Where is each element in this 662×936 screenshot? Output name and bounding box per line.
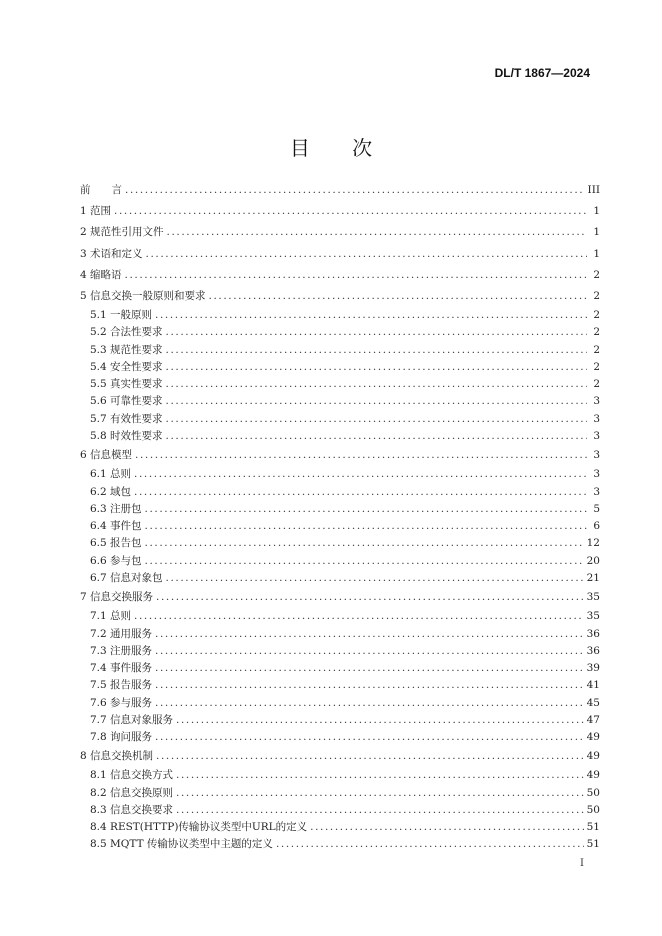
toc-entry-label: 5.4 安全性要求 [90,360,163,373]
toc-entry-page: 2 [593,309,600,322]
toc-entry-label: 6 信息模型 [80,449,133,462]
dot-leader [166,570,584,587]
toc-entry-label: 8.2 信息交换原则 [90,786,174,799]
toc-entry-label: 1 范围 [80,205,112,218]
dot-leader [166,342,587,359]
toc-entry-page: 3 [593,395,600,408]
dot-leader [155,626,584,643]
toc-entry-label: 5.2 合法性要求 [90,326,163,339]
dot-leader [134,484,587,501]
dot-leader [209,286,587,307]
toc-entry-label: 7.6 参与服务 [90,696,153,709]
toc-entry-label: 5.3 规范性要求 [90,343,163,356]
dot-leader [134,608,584,625]
toc-entry-page: 45 [586,696,600,709]
dot-leader [155,677,584,694]
toc-entry[interactable] [80,626,600,643]
dot-leader [166,428,587,445]
toc-entry[interactable] [80,802,600,819]
dot-leader [176,785,584,802]
toc-entry[interactable] [80,608,600,625]
toc-entry-page: 12 [586,537,600,550]
toc-entry-label: 8 信息交换机制 [80,750,154,763]
toc-entry[interactable] [80,712,600,729]
toc-entry[interactable] [80,729,600,746]
toc-entry[interactable] [80,553,600,570]
toc-entry-label: 5.8 时效性要求 [90,429,163,442]
toc-entry-label: 4 缩略语 [80,268,122,281]
dot-leader [155,643,584,660]
toc-entry-page: 2 [593,343,600,356]
toc-entry-page: 3 [593,412,600,425]
dot-leader [146,244,587,265]
toc-entry[interactable] [80,466,600,483]
dot-leader [166,393,587,410]
toc-entry-label: 6.5 报告包 [90,537,142,550]
toc-entry-page: 49 [586,731,600,743]
toc-entry-label: 5.1 一般原则 [90,309,153,322]
toc-entry-label: 8.1 信息交换方式 [90,769,174,782]
toc-entry-label: 7.2 通用服务 [90,627,153,640]
toc-entry-page: 1 [593,247,600,260]
page-title: 目 次 [289,136,391,160]
table-of-contents [80,180,600,854]
toc-entry[interactable] [80,342,600,359]
toc-entry-page: 51 [586,821,600,834]
dot-leader [176,767,584,784]
toc-entry[interactable] [80,411,600,428]
toc-entry-page: 2 [593,378,600,391]
toc-entry[interactable] [80,222,600,243]
toc-entry-page: 49 [586,769,600,782]
toc-entry[interactable] [80,587,600,608]
toc-entry-label: 6.1 总则 [90,468,132,481]
toc-entry[interactable] [80,445,600,466]
toc-entry-page: 2 [593,326,600,339]
toc-entry[interactable] [80,518,600,535]
toc-entry[interactable] [80,265,600,286]
dot-leader [125,265,587,286]
toc-entry-label: 5.7 有效性要求 [90,412,163,425]
dot-leader [145,501,587,518]
toc-entry[interactable] [80,535,600,552]
toc-entry-label: 7.4 事件服务 [90,662,153,674]
toc-entry-label: 6.7 信息对象包 [90,571,163,584]
footer-page-number: I [580,858,584,869]
toc-entry-page: 2 [593,268,600,281]
toc-entry-label: 7.3 注册服务 [90,644,153,657]
toc-entry-page: 47 [586,713,600,726]
toc-entry-page: 20 [586,554,600,567]
toc-entry[interactable] [80,376,600,393]
toc-entry-page: 1 [593,226,600,239]
toc-entry[interactable] [80,201,600,222]
toc-entry[interactable] [80,677,600,694]
toc-entry-label: 6.6 参与包 [90,554,142,567]
dot-leader [176,802,584,819]
toc-entry-label: 前 言 [80,184,122,196]
toc-entry[interactable] [80,836,600,853]
toc-entry[interactable] [80,180,600,201]
toc-entry-page: 49 [586,750,600,763]
toc-entry-label: 5.6 可靠性要求 [90,395,163,408]
toc-entry-label: 8.5 MQTT 传输协议类型中主题的定义 [90,838,273,851]
toc-entry[interactable] [80,307,600,324]
toc-entry-page: 36 [586,644,600,657]
dot-leader [310,819,583,836]
toc-entry[interactable] [80,359,600,376]
toc-entry-label: 8.4 REST(HTTP)传输协议类型中URL的定义 [90,821,308,834]
toc-entry-label: 8.3 信息交换要求 [90,803,174,816]
toc-entry-page: 50 [586,786,600,799]
toc-entry[interactable] [80,660,600,677]
toc-entry-page: 3 [593,449,600,462]
toc-entry-page: 51 [586,838,600,851]
dot-leader [145,535,584,552]
toc-entry-label: 7.5 报告服务 [90,679,153,692]
toc-entry-label: 6.2 域包 [90,485,132,498]
toc-entry-page: 2 [593,360,600,373]
toc-entry-page: 3 [593,485,600,498]
dot-leader [276,836,584,853]
document-code: DL/T 1867—2024 [494,66,590,80]
dot-leader [134,466,587,483]
toc-entry-page: 41 [586,679,600,692]
toc-entry-page: 2 [593,289,600,302]
toc-entry-label: 5 信息交换一般原则和要求 [80,289,206,302]
dot-leader [114,201,587,222]
dot-leader [145,553,584,570]
toc-entry-label: 7 信息交换服务 [80,591,154,604]
toc-entry-label: 2 规范性引用文件 [80,226,164,239]
toc-entry-label: 6.4 事件包 [90,520,142,533]
dot-leader [155,307,587,324]
dot-leader [156,587,584,608]
dot-leader [166,411,587,428]
toc-entry-page: 3 [593,468,600,481]
dot-leader [155,729,584,746]
toc-entry[interactable] [80,643,600,660]
toc-entry-label: 7.1 总则 [90,610,132,623]
toc-entry[interactable] [80,570,600,587]
dot-leader [135,445,587,466]
toc-entry[interactable] [80,244,600,265]
toc-entry-label: 6.3 注册包 [90,502,142,515]
toc-entry-page: 5 [593,502,600,515]
toc-entry-page: 21 [586,571,600,584]
toc-entry-label: 5.5 真实性要求 [90,378,163,391]
dot-leader [166,359,587,376]
dot-leader [166,376,587,393]
dot-leader [155,660,584,677]
dot-leader [155,695,584,712]
toc-entry[interactable] [80,393,600,410]
toc-entry[interactable] [80,767,600,784]
toc-entry-page: 35 [586,610,600,623]
toc-entry-page: 36 [586,627,600,640]
toc-entry-label: 7.8 询问服务 [90,731,153,743]
dot-leader [125,180,585,201]
toc-entry[interactable] [80,785,600,802]
toc-entry-page: 3 [593,429,600,442]
toc-entry-label: 3 术语和定义 [80,247,143,260]
toc-entry-page: 50 [586,803,600,816]
toc-entry[interactable] [80,484,600,501]
toc-entry[interactable] [80,324,600,341]
toc-entry[interactable] [80,819,600,836]
toc-entry-page: 39 [586,662,600,674]
dot-leader [166,324,587,341]
toc-entry[interactable] [80,428,600,445]
dot-leader [167,222,587,243]
toc-entry-page: 1 [593,205,600,218]
toc-entry-label: 7.7 信息对象服务 [90,713,174,726]
dot-leader [145,518,587,535]
dot-leader [176,712,584,729]
toc-entry-page: 35 [586,591,600,604]
toc-entry-page: III [587,184,600,196]
toc-entry[interactable] [80,746,600,767]
toc-entry-page: 6 [593,520,600,533]
toc-entry[interactable] [80,286,600,307]
toc-entry[interactable] [80,695,600,712]
dot-leader [156,746,584,767]
toc-entry[interactable] [80,501,600,518]
